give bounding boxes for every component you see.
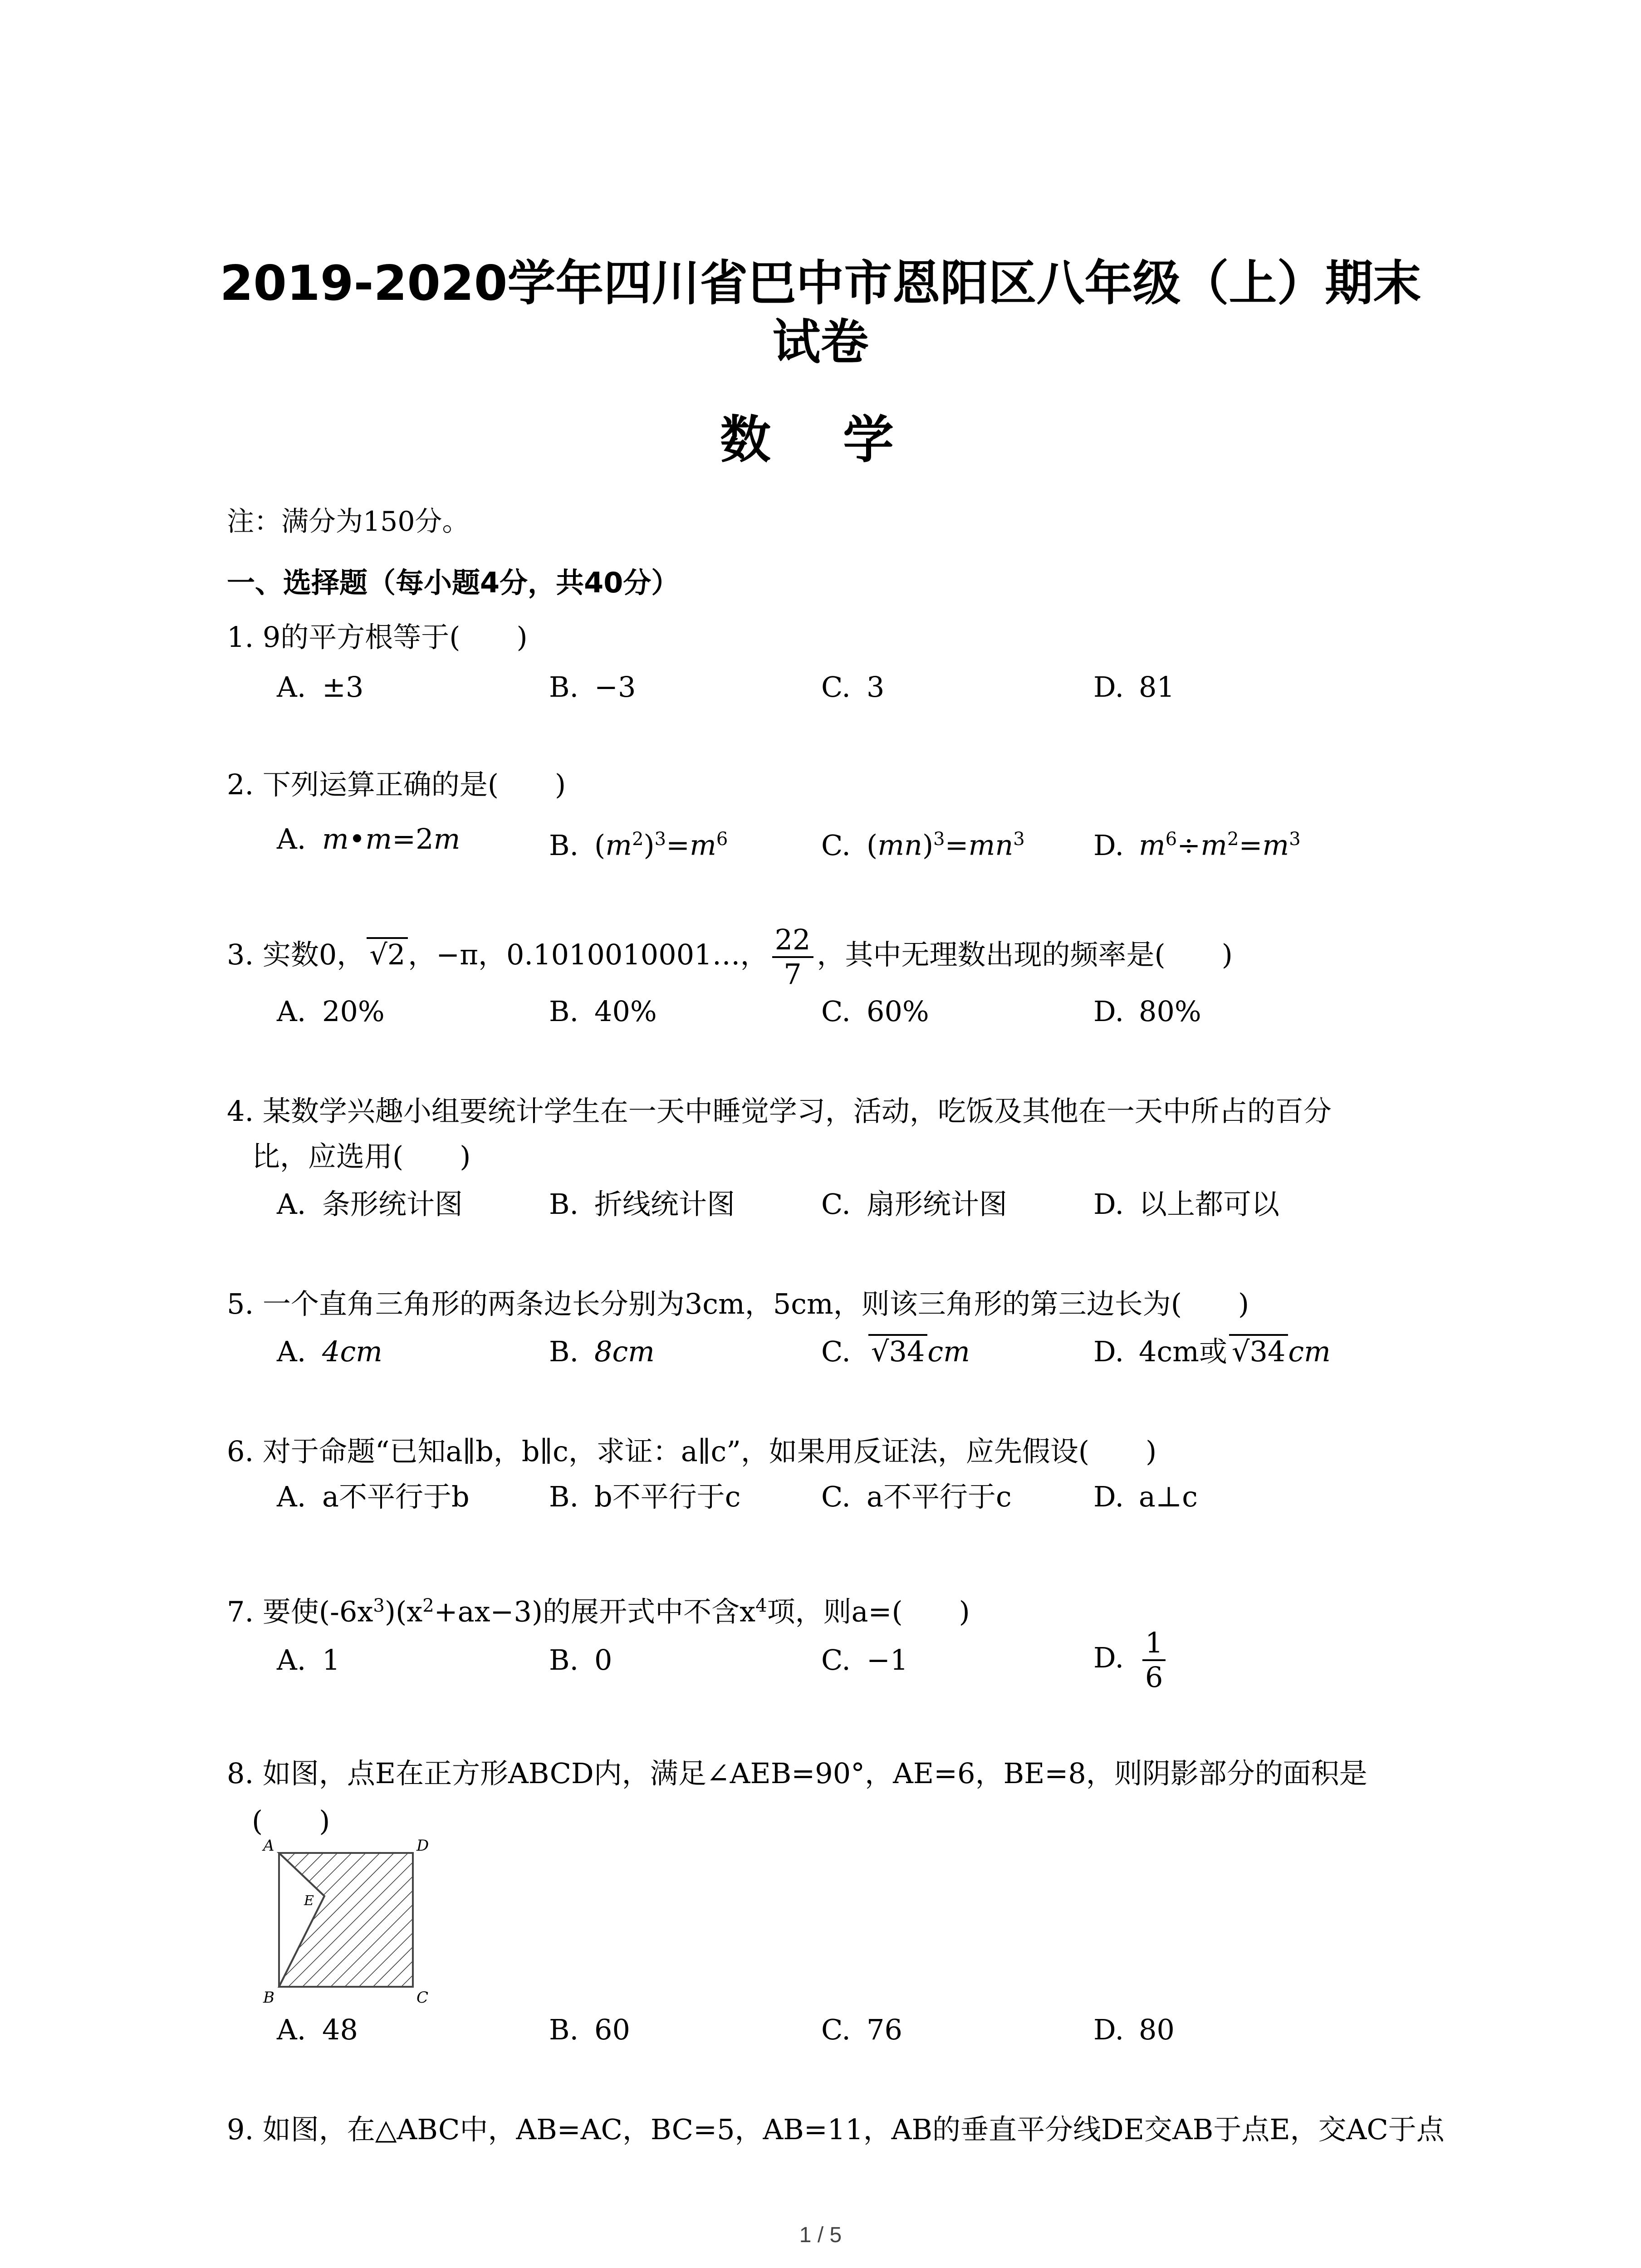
subject-heading: 数 学 xyxy=(720,411,921,469)
q3-stem: 3. 实数0， √2，−π，0.1010010001…， $\frac{22}{7}$ ，其中无理数出现的频率是( ) xyxy=(227,923,1233,991)
q4-option-c: C. 扇形统计图 xyxy=(821,1188,1008,1221)
q3-option-b: B. 40% xyxy=(549,995,657,1028)
q6-option-b: B. b不平行于c xyxy=(549,1480,741,1513)
q7-option-c: C. −1 xyxy=(821,1643,908,1677)
q1-option-b: B. −3 xyxy=(549,670,636,704)
q7-option-b: B. 0 xyxy=(549,1643,612,1677)
q5-option-d: D. 4cm或 √34cm xyxy=(1093,1335,1331,1368)
fraction: $\frac{22}{7}$ xyxy=(772,924,813,991)
q1-option-a: A. ±3 xyxy=(277,670,364,704)
q2-option-a: A. m•m=2m xyxy=(277,822,460,855)
q4-option-d: D. 以上都可以 xyxy=(1093,1188,1280,1221)
q2-option-b: B. $(m^2)^3=m^6$ xyxy=(549,828,728,862)
label-a: A xyxy=(263,1837,274,1855)
q8-option-b: B. 60 xyxy=(549,2013,630,2046)
q4-stem-line1: 4. 某数学兴趣小组要统计学生在一天中睡觉学习，活动，吃饭及其他在一天中所占的百分 xyxy=(227,1095,1332,1128)
section-heading: 一、选择题（每小题4分，共40分） xyxy=(227,566,680,599)
q3-option-c: C. 60% xyxy=(821,995,929,1028)
label-b: B xyxy=(263,1989,274,2007)
q8-option-c: C. 76 xyxy=(821,2013,902,2046)
q1-option-c: C. 3 xyxy=(821,670,885,704)
label-e: E xyxy=(304,1893,314,1909)
q7-option-d: D. $\frac{1}{6}$ xyxy=(1093,1624,1169,1694)
exam-title-line2: 试卷 xyxy=(772,314,869,370)
score-note: 注：满分为150分。 xyxy=(227,506,470,538)
exam-title-line1: 2019-2020学年四川省巴中市恩阳区八年级（上）期末 xyxy=(220,255,1421,311)
label-c: C xyxy=(416,1989,429,2007)
q5-stem: 5. 一个直角三角形的两条边长分别为3cm，5cm，则该三角形的第三边长为( ) xyxy=(227,1287,1249,1320)
q3-option-d: D. 80% xyxy=(1093,995,1201,1028)
q5-option-a: A. 4cm xyxy=(277,1335,382,1368)
label-d: D xyxy=(416,1837,429,1855)
q4-stem-line2: 比，应选用( ) xyxy=(252,1140,471,1173)
q7-option-a: A. 1 xyxy=(277,1643,340,1677)
q8-option-d: D. 80 xyxy=(1093,2013,1175,2046)
q6-option-a: A. a不平行于b xyxy=(277,1480,470,1513)
q2-option-d: D. $m^6\div m^2=m^3$ xyxy=(1093,828,1301,862)
q7-stem: 7. 要使$(-6x^3)(x^2+ax-3)$的展开式中不含$x^4$项，则a=( ) xyxy=(227,1595,970,1628)
q6-stem: 6. 对于命题“已知a∥b，b∥c，求证：a∥c”，如果用反证法，应先假设( ) xyxy=(227,1435,1157,1468)
q8-option-a: A. 48 xyxy=(277,2013,358,2046)
q1-option-d: D. 81 xyxy=(1093,670,1175,704)
q8-stem-line2: ( ) xyxy=(252,1804,330,1838)
q4-option-a: A. 条形统计图 xyxy=(277,1188,463,1221)
q5-option-b: B. 8cm xyxy=(549,1335,655,1368)
q6-option-d: D. a⊥c xyxy=(1093,1480,1198,1513)
q9-stem: 9. 如图，在△ABC中，AB=AC，BC=5，AB=11，AB的垂直平分线DE交AB于点E，交AC于点 xyxy=(227,2113,1445,2146)
q3-option-a: A. 20% xyxy=(277,995,385,1028)
q4-option-b: B. 折线统计图 xyxy=(549,1188,735,1221)
page-number: 1 / 5 xyxy=(799,2223,842,2247)
q2-option-c: C. $(mn)^3=mn^3$ xyxy=(821,828,1025,862)
q5-option-c: C. √34cm xyxy=(821,1335,970,1368)
sqrt-symbol: √2 xyxy=(367,937,408,971)
q6-option-c: C. a不平行于c xyxy=(821,1480,1012,1513)
q2-stem: 2. 下列运算正确的是( ) xyxy=(227,768,566,801)
q1-stem: 1. 9的平方根等于( ) xyxy=(227,621,528,654)
square-figure xyxy=(259,1833,449,2009)
q8-stem-line1: 8. 如图，点E在正方形ABCD内，满足∠AEB=90°，AE=6，BE=8，则阴影部分的面积是 xyxy=(227,1757,1367,1790)
